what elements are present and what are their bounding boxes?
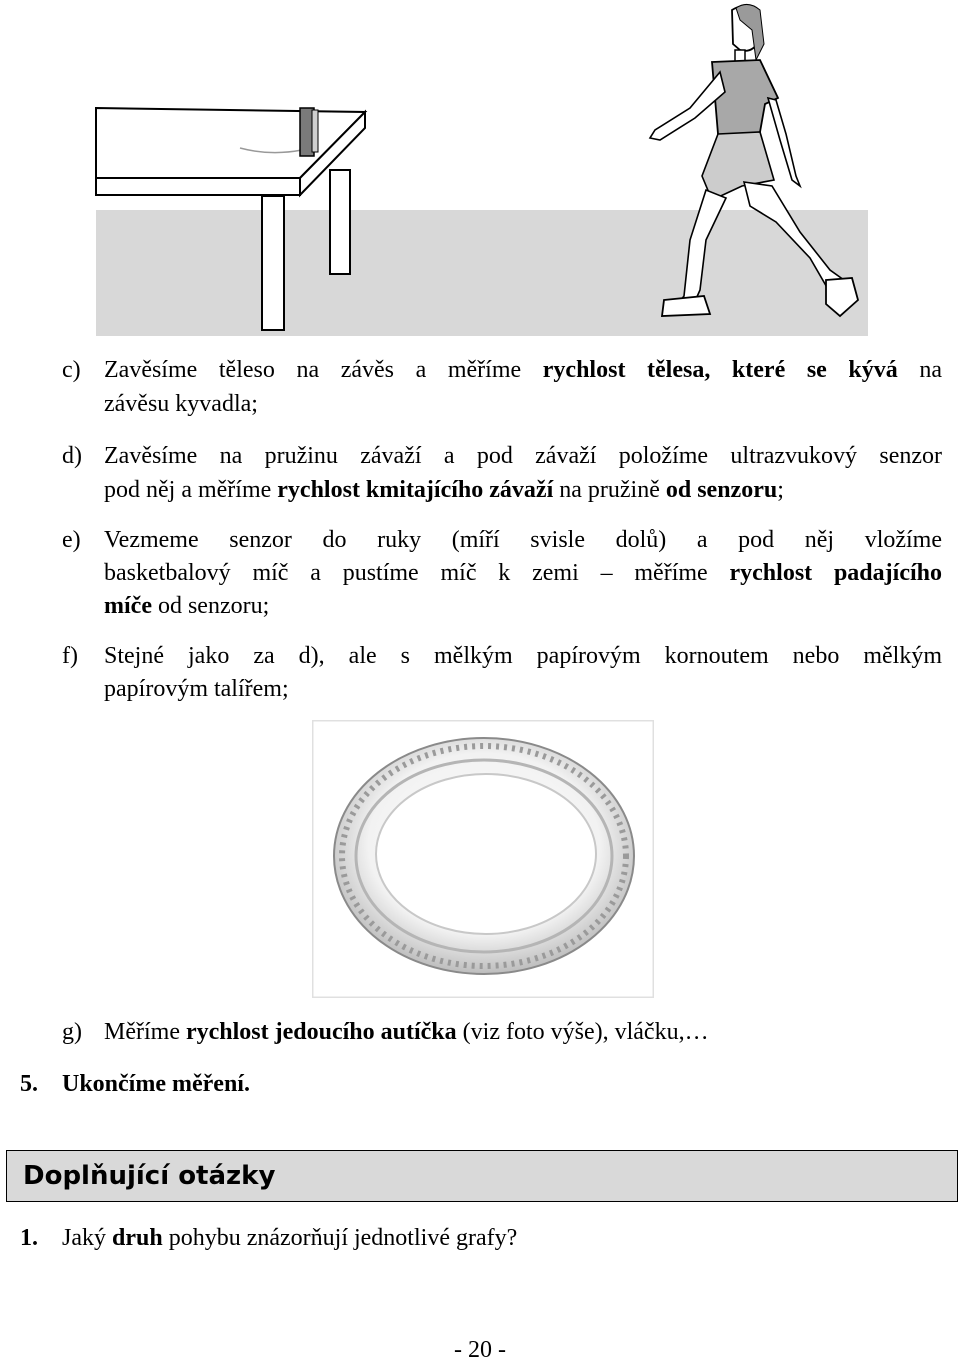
item-g-line: Měříme rychlost jedoucího autíčka (viz foto výše), vláčku,…	[104, 1019, 709, 1045]
item-f-label: f)	[62, 643, 78, 669]
item-c-line-2: závěsu kyvadla;	[104, 391, 258, 417]
section-heading: Doplňující otázky	[23, 1161, 276, 1191]
item-e-label: e)	[62, 527, 81, 553]
item-g-label: g)	[62, 1019, 82, 1045]
walking-person-illustration	[90, 0, 880, 340]
step-5-number: 5.	[20, 1071, 38, 1097]
question-1-number: 1.	[20, 1225, 38, 1251]
item-f-line-2: papírovým talířem;	[104, 676, 289, 702]
item-d-line-2: pod něj a měříme rychlost kmitajícího závaží na pružině od senzoru;	[104, 477, 784, 503]
paper-plate-photo	[312, 720, 654, 998]
item-d-line-1: Zavěsíme na pružinu závaží a pod závaží položíme ultrazvukový senzor	[104, 443, 942, 469]
item-d-label: d)	[62, 443, 82, 469]
item-f-line-1: Stejné jako za d), ale s mělkým papírovým kornoutem nebo mělkým	[104, 643, 942, 669]
item-c-line-1: Zavěsíme těleso na závěs a měříme rychlost tělesa, které se kývá na	[104, 357, 943, 383]
item-e-line-2: basketbalový míč a pustíme míč k zemi – měříme rychlost padajícího	[104, 560, 942, 586]
page-number: - 20 -	[454, 1337, 506, 1363]
section-heading-box	[6, 1150, 958, 1202]
item-e-line-3: míče od senzoru;	[104, 593, 270, 619]
question-1-text: Jaký druh pohybu znázorňují jednotlivé grafy?	[62, 1225, 518, 1251]
item-c-label: c)	[62, 357, 81, 383]
item-e-line-1: Vezmeme senzor do ruky (míří svisle dolů) a pod něj vložíme	[104, 527, 942, 553]
step-5-text: Ukončíme měření.	[62, 1071, 250, 1097]
